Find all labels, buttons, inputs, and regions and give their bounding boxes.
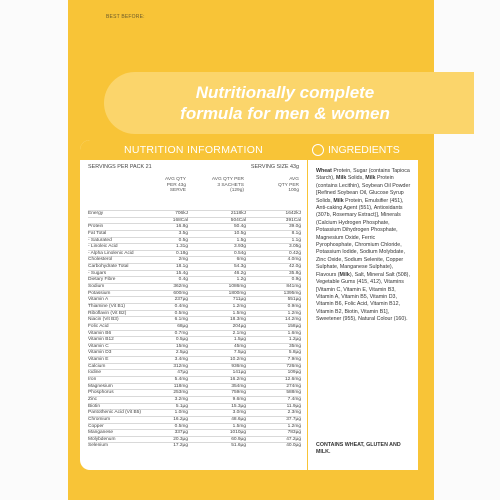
nutrient-name: Vitamin A bbox=[88, 297, 109, 303]
value-per-100g: 14.2mg bbox=[285, 317, 301, 323]
value-per-100g: 1.2mg bbox=[287, 310, 301, 316]
value-3-sachets: 711µg bbox=[232, 297, 246, 303]
ingredient-text: Protein (contains Lecithin), Soybean Oil Powder [Refined Soybean Oil, Glucose Syrup Solids, bbox=[316, 175, 411, 204]
value-per-100g: 4.0mg bbox=[287, 257, 301, 263]
value-per-serve: 237µg bbox=[174, 297, 188, 303]
nutrient-name: - Linoleic Acid bbox=[88, 244, 118, 250]
nutrient-name: Selenium bbox=[88, 443, 108, 449]
nutrient-name: Carbohydrate Total bbox=[88, 264, 129, 270]
value-per-100g: 11.9µg bbox=[286, 403, 301, 409]
value-3-sachets: 48.6µg bbox=[231, 416, 246, 422]
value-per-100g: 588mg bbox=[286, 390, 301, 396]
value-per-100g: 35.8g bbox=[288, 270, 301, 276]
value-per-100g: 391Cal bbox=[285, 217, 301, 223]
value-3-sachets: 9.6mg bbox=[232, 396, 246, 402]
table-row bbox=[88, 383, 301, 390]
value-3-sachets: 1010µg bbox=[229, 430, 246, 436]
value-per-100g: 1.6mg bbox=[287, 330, 301, 336]
nutrient-name: Calcium bbox=[88, 363, 106, 369]
value-per-100g: 42.0g bbox=[288, 264, 301, 270]
value-3-sachets: 6mg bbox=[236, 257, 246, 263]
value-per-serve: 2mg bbox=[178, 257, 188, 263]
table-row bbox=[88, 270, 301, 277]
nutrient-name: Riboflavin (Vit B2) bbox=[88, 310, 127, 316]
table-row bbox=[88, 256, 301, 263]
value-per-100g: 37.7µg bbox=[286, 416, 301, 422]
value-per-100g: 1.2mg bbox=[287, 423, 301, 429]
allergen-word: Milk bbox=[333, 197, 344, 204]
table-row bbox=[88, 237, 301, 244]
allergen-word: Milk bbox=[339, 271, 350, 278]
value-per-serve: 16.2µg bbox=[173, 416, 188, 422]
value-per-serve: 253mg bbox=[173, 390, 188, 396]
value-per-100g: 274mg bbox=[286, 383, 301, 389]
column-header-line: AVG QTY PER bbox=[211, 177, 244, 182]
column-header-line: 100g bbox=[288, 188, 299, 194]
value-per-serve: 5.1µg bbox=[175, 403, 188, 409]
nutrient-name: Thiamine (Vit B1) bbox=[88, 303, 125, 309]
serving-size: SERVING SIZE 43g bbox=[250, 164, 299, 170]
value-per-serve: 16.8g bbox=[175, 224, 188, 230]
column-header-per-serve bbox=[165, 177, 186, 194]
value-per-serve: 3.5g bbox=[178, 230, 188, 236]
value-per-serve: 1.31g bbox=[175, 244, 188, 250]
value-3-sachets: 3.93g bbox=[233, 244, 246, 250]
nutrition-table bbox=[88, 210, 301, 449]
nutrient-name: Iodine bbox=[88, 370, 102, 376]
value-per-serve: 0.5g bbox=[178, 237, 188, 243]
value-per-100g: 1.2µg bbox=[288, 337, 301, 343]
ingredients-title: INGREDIENTS bbox=[328, 144, 400, 156]
column-header-line: (129g) bbox=[230, 188, 244, 194]
nutrient-name: Iron bbox=[88, 377, 97, 383]
value-3-sachets: 1.5g bbox=[236, 237, 246, 243]
value-3-sachets: 60.9µg bbox=[231, 436, 246, 442]
table-row bbox=[88, 409, 301, 416]
value-3-sachets: 1.5mg bbox=[232, 310, 246, 316]
value-3-sachets: 51.6µg bbox=[231, 443, 246, 449]
table-row bbox=[88, 356, 301, 363]
table-row bbox=[88, 243, 301, 250]
value-per-100g: 841mg bbox=[286, 284, 301, 290]
value-3-sachets: 10.5g bbox=[233, 230, 246, 236]
table-row bbox=[88, 363, 301, 370]
headline-line-2: formula for men & women bbox=[180, 104, 390, 123]
table-row bbox=[88, 336, 301, 343]
nutrient-name: Niacin (Vit B3) bbox=[88, 317, 119, 323]
table-row bbox=[88, 230, 301, 237]
table-row bbox=[88, 343, 301, 350]
allergen-statement: CONTAINS WHEAT, GLUTEN AND MILK. bbox=[316, 442, 401, 456]
headline-line-1: Nutritionally complete bbox=[195, 83, 375, 102]
value-per-serve: 18.1g bbox=[175, 264, 188, 270]
circle-icon bbox=[312, 144, 324, 156]
value-per-100g: 12.6mg bbox=[285, 377, 301, 383]
column-header-line: AVG QTY bbox=[165, 177, 186, 182]
ingredient-text: Solids, bbox=[346, 175, 366, 182]
ingredient-text: Protein, Emulsifier (451), Anti-caking Agent (551), Antioxidants (307b, Rosemary Extract)], Minerals (Calcium Hydrogen Phosphate, Potassium Dihydrogen Phosphate, Magnesium Oxide, Ferric Pyrophosphate, Chromium Chloride, Potassium Iodide, Sodium Molybdate, Zinc Oxide, Sodium Selenite, Copper Sulphate, Manganese Sulphate), Flavours ( bbox=[316, 197, 405, 278]
table-row bbox=[88, 416, 301, 423]
value-per-serve: 5.4mg bbox=[174, 377, 188, 383]
value-per-100g: 2.3mg bbox=[287, 410, 301, 416]
ingredients-panel bbox=[308, 140, 418, 470]
table-row bbox=[88, 423, 301, 430]
nutrient-name: Magnesium bbox=[88, 383, 113, 389]
table-row bbox=[88, 389, 301, 396]
value-per-100g: 1642kJ bbox=[285, 211, 301, 216]
value-per-serve: 362mg bbox=[173, 284, 188, 290]
value-per-100g: 7.9mg bbox=[287, 357, 301, 363]
value-per-100g: 0.42g bbox=[288, 250, 301, 256]
value-per-serve: 3.4mg bbox=[174, 357, 188, 363]
table-row bbox=[88, 369, 301, 376]
allergen-word: Milk bbox=[365, 175, 376, 182]
value-3-sachets: 759mg bbox=[231, 390, 246, 396]
nutrient-name: Sodium bbox=[88, 284, 105, 290]
value-per-serve: 6.1mg bbox=[174, 317, 188, 323]
value-3-sachets: 1.2g bbox=[236, 277, 246, 283]
nutrient-name: Vitamin B6 bbox=[88, 330, 112, 336]
ingredient-text: Protein, Sugar (contains Tapioca Starch), bbox=[316, 168, 410, 182]
table-row bbox=[88, 263, 301, 270]
nutrient-name: - Saturated bbox=[88, 237, 112, 243]
value-3-sachets: 936mg bbox=[231, 363, 246, 369]
allergen-word: Wheat bbox=[316, 168, 332, 174]
value-3-sachets: 1.5mg bbox=[232, 423, 246, 429]
nutrient-name: Phosphorus bbox=[88, 390, 114, 396]
value-3-sachets: 3.0mg bbox=[232, 410, 246, 416]
value-per-100g: 5.8µg bbox=[288, 350, 301, 356]
nutrient-name: Vitamin C bbox=[88, 343, 109, 349]
column-header-line: 3 SACHETS bbox=[217, 182, 244, 188]
nutrient-name: Fat Total bbox=[88, 230, 107, 236]
value-per-serve: 2.5µg bbox=[175, 350, 188, 356]
servings-per-pack: SERVINGS PER PACK 21 bbox=[88, 164, 152, 170]
column-header-per-100g bbox=[278, 177, 299, 194]
ingredients-list bbox=[316, 168, 412, 324]
nutrient-name: Folic Acid bbox=[88, 323, 109, 329]
nutrient-name: Copper bbox=[88, 423, 104, 429]
table-row bbox=[88, 396, 301, 403]
column-header-line: PER 43g bbox=[166, 182, 186, 188]
nutrient-name: Vitamin B12 bbox=[88, 337, 114, 343]
value-3-sachets: 18.3mg bbox=[230, 317, 246, 323]
table-row bbox=[88, 223, 301, 230]
value-per-100g: 3.05g bbox=[288, 244, 301, 250]
value-per-serve: 600mg bbox=[173, 290, 188, 296]
nutrient-name: Protein bbox=[88, 224, 104, 230]
value-per-100g: 109µg bbox=[287, 370, 301, 376]
value-per-serve: 47µg bbox=[177, 370, 188, 376]
value-3-sachets: 1.2mg bbox=[232, 303, 246, 309]
value-per-serve: 0.5mg bbox=[174, 423, 188, 429]
best-before-label: BEST BEFORE: bbox=[106, 14, 145, 20]
value-3-sachets: 10.2mg bbox=[230, 357, 246, 363]
table-row bbox=[88, 403, 301, 410]
nutrient-name: Manganese bbox=[88, 430, 114, 436]
nutrient-name: - Sugars bbox=[88, 270, 107, 276]
table-row bbox=[88, 310, 301, 317]
nutrient-name: Pantothenic Acid (Vit B5) bbox=[88, 410, 141, 416]
value-3-sachets: 16.2mg bbox=[230, 377, 246, 383]
value-3-sachets: 50.4g bbox=[233, 224, 246, 230]
value-per-100g: 39.0g bbox=[288, 224, 301, 230]
value-per-100g: 726mg bbox=[286, 363, 301, 369]
column-header-3-sachets bbox=[212, 177, 244, 194]
value-3-sachets: 204µg bbox=[232, 323, 246, 329]
value-3-sachets: 54.3g bbox=[233, 264, 246, 270]
value-3-sachets: 2.1mg bbox=[232, 330, 246, 336]
value-3-sachets: 7.5µg bbox=[233, 350, 246, 356]
nutrient-name: - Alpha Linolenic Acid bbox=[88, 250, 134, 256]
headline-text bbox=[140, 82, 430, 124]
column-header-line: QTY PER bbox=[278, 182, 299, 188]
nutrition-title: NUTRITION INFORMATION bbox=[80, 140, 307, 160]
value-3-sachets: 141µg bbox=[232, 370, 246, 376]
table-row bbox=[88, 210, 301, 217]
table-row bbox=[88, 442, 301, 449]
table-row bbox=[88, 349, 301, 356]
table-row bbox=[88, 330, 301, 337]
value-per-serve: 1.0mg bbox=[174, 410, 188, 416]
value-3-sachets: 1800mg bbox=[228, 290, 246, 296]
table-row bbox=[88, 376, 301, 383]
value-per-100g: 40.0µg bbox=[286, 443, 301, 449]
ingredients-header bbox=[308, 140, 418, 160]
nutrient-name: Biotin bbox=[88, 403, 100, 409]
value-3-sachets: 2118kJ bbox=[230, 211, 246, 216]
table-row bbox=[88, 323, 301, 330]
value-per-100g: 0.9g bbox=[291, 277, 301, 283]
value-3-sachets: 1.5µg bbox=[233, 337, 246, 343]
table-row bbox=[88, 283, 301, 290]
value-per-100g: 158µg bbox=[287, 323, 301, 329]
nutrient-name: Cholesterol bbox=[88, 257, 113, 263]
table-row bbox=[88, 436, 301, 443]
value-per-serve: 168Cal bbox=[172, 217, 188, 223]
value-3-sachets: 504Cal bbox=[230, 217, 246, 223]
value-3-sachets: 15.3µg bbox=[231, 403, 246, 409]
value-3-sachets: 1086mg bbox=[228, 284, 246, 290]
value-per-serve: 0.5µg bbox=[175, 337, 188, 343]
value-per-serve: 15.4g bbox=[175, 270, 188, 276]
table-row bbox=[88, 296, 301, 303]
value-per-serve: 118mg bbox=[173, 383, 188, 389]
value-3-sachets: 354mg bbox=[231, 383, 246, 389]
value-per-100g: 1.1g bbox=[291, 237, 301, 243]
value-3-sachets: 0.54g bbox=[233, 250, 246, 256]
value-per-serve: 3.2mg bbox=[174, 396, 188, 402]
table-row bbox=[88, 290, 301, 297]
nutrient-name: Dietary Fibre bbox=[88, 277, 116, 283]
nutrient-name: Energy bbox=[88, 211, 104, 216]
column-header-line: SERVE bbox=[169, 188, 186, 194]
value-per-serve: 17.2µg bbox=[173, 443, 188, 449]
value-per-serve: 15mg bbox=[176, 343, 188, 349]
table-row bbox=[88, 429, 301, 436]
nutrient-name: Molybdenum bbox=[88, 436, 116, 442]
table-row bbox=[88, 276, 301, 283]
value-per-100g: 47.2µg bbox=[286, 436, 301, 442]
value-per-serve: 20.3µg bbox=[173, 436, 188, 442]
value-per-serve: 0.18g bbox=[175, 250, 188, 256]
value-per-100g: 0.9mg bbox=[287, 303, 301, 309]
value-per-100g: 8.1g bbox=[291, 230, 301, 236]
value-per-serve: 0.7mg bbox=[174, 330, 188, 336]
value-per-100g: 783µg bbox=[287, 430, 301, 436]
value-per-100g: 551µg bbox=[287, 297, 301, 303]
value-per-100g: 35mg bbox=[289, 343, 301, 349]
value-per-serve: 0.4mg bbox=[174, 303, 188, 309]
table-row bbox=[88, 316, 301, 323]
value-per-100g: 1395mg bbox=[283, 290, 301, 296]
table-row bbox=[88, 217, 301, 224]
nutrient-name: Zinc bbox=[88, 396, 98, 402]
nutrient-name: Vitamin D3 bbox=[88, 350, 112, 356]
nutrient-name: Vitamin E bbox=[88, 357, 109, 363]
ingredient-text: ), Salt, Mineral Salt (508), Vegetable Gums (415, 412), Vitamins [Vitamin C, Vitamin E, Vitamin B3, Vitamin A, Vitamin B5, Vitamin D3, Vitamin B6, Folic Acid, Vitamin B12, Vitamin B2, Biotin, Vitamin B1], Sweetener (955), Natural Colour (160). bbox=[316, 271, 410, 323]
nutrient-name: Chromium bbox=[88, 416, 111, 422]
value-per-100g: 7.4mg bbox=[287, 396, 301, 402]
column-header-line: AVG bbox=[289, 177, 299, 182]
table-row bbox=[88, 250, 301, 257]
value-per-serve: 68µg bbox=[177, 323, 188, 329]
nutrition-panel bbox=[80, 140, 307, 470]
value-per-serve: 0.5mg bbox=[174, 310, 188, 316]
value-3-sachets: 45mg bbox=[234, 343, 246, 349]
value-per-serve: 337µg bbox=[174, 430, 188, 436]
allergen-word: Milk bbox=[336, 175, 347, 182]
table-row bbox=[88, 303, 301, 310]
nutrient-name: Potassium bbox=[88, 290, 111, 296]
value-per-serve: 312mg bbox=[173, 363, 188, 369]
value-per-serve: 706kJ bbox=[175, 211, 188, 216]
value-per-serve: 0.4g bbox=[178, 277, 188, 283]
value-3-sachets: 46.2g bbox=[233, 270, 246, 276]
